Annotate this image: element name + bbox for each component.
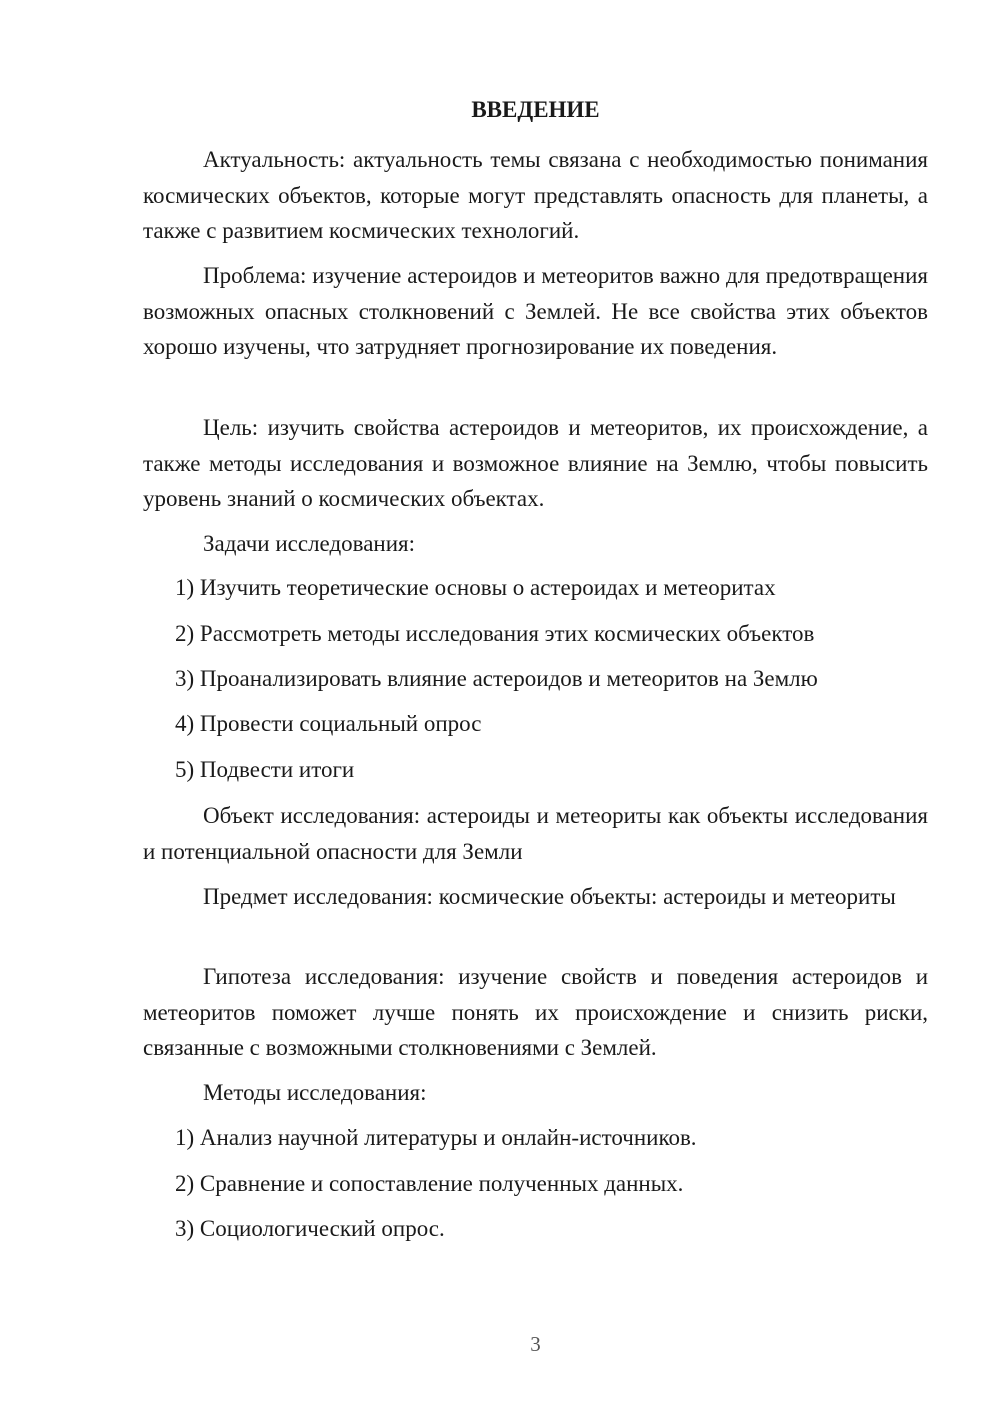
object-paragraph: Объект исследования: астероиды и метеориты как объекты исследования и потенциальной опасности для Земли	[143, 803, 928, 864]
task-item: 3) Проанализировать влияние астероидов и метеоритов на Землю	[175, 666, 818, 691]
relevance-paragraph: Актуальность: актуальность темы связана с необходимостью понимания космических объектов, которые могут представлять опасность для планеты, а также с развитием космических технологий.	[143, 147, 928, 243]
task-item: 1) Изучить теоретические основы о астероидах и метеоритах	[175, 575, 776, 600]
task-item: 5) Подвести итоги	[175, 757, 355, 782]
methods-heading: Методы исследования:	[203, 1080, 427, 1105]
page-number: 3	[530, 1332, 541, 1356]
hypothesis-paragraph: Гипотеза исследования: изучение свойств и поведения астероидов и метеоритов поможет лучше понять их происхождение и снизить риски, связанные с возможными столкновениями с Землей.	[143, 964, 928, 1060]
subject-paragraph: Предмет исследования: космические объекты: астероиды и метеориты	[203, 884, 896, 909]
method-item: 1) Анализ научной литературы и онлайн-источников.	[175, 1125, 697, 1150]
tasks-heading: Задачи исследования:	[203, 531, 416, 556]
method-item: 2) Сравнение и сопоставление полученных данных.	[175, 1171, 684, 1196]
document-page	[143, 0, 928, 1414]
task-item: 2) Рассмотреть методы исследования этих космических объектов	[175, 621, 815, 646]
problem-paragraph: Проблема: изучение астероидов и метеоритов важно для предотвращения возможных опасных столкновений с Землей. Не все свойства этих объектов хорошо изучены, что затрудняет прогнозирование их поведения.	[143, 263, 928, 359]
goal-paragraph: Цель: изучить свойства астероидов и метеоритов, их происхождение, а также методы исследования и возможное влияние на Землю, чтобы повысить уровень знаний о космических объектах.	[143, 415, 928, 511]
task-item: 4) Провести социальный опрос	[175, 711, 482, 736]
section-title: ВВЕДЕНИЕ	[471, 97, 600, 122]
method-item: 3) Социологический опрос.	[175, 1216, 445, 1241]
